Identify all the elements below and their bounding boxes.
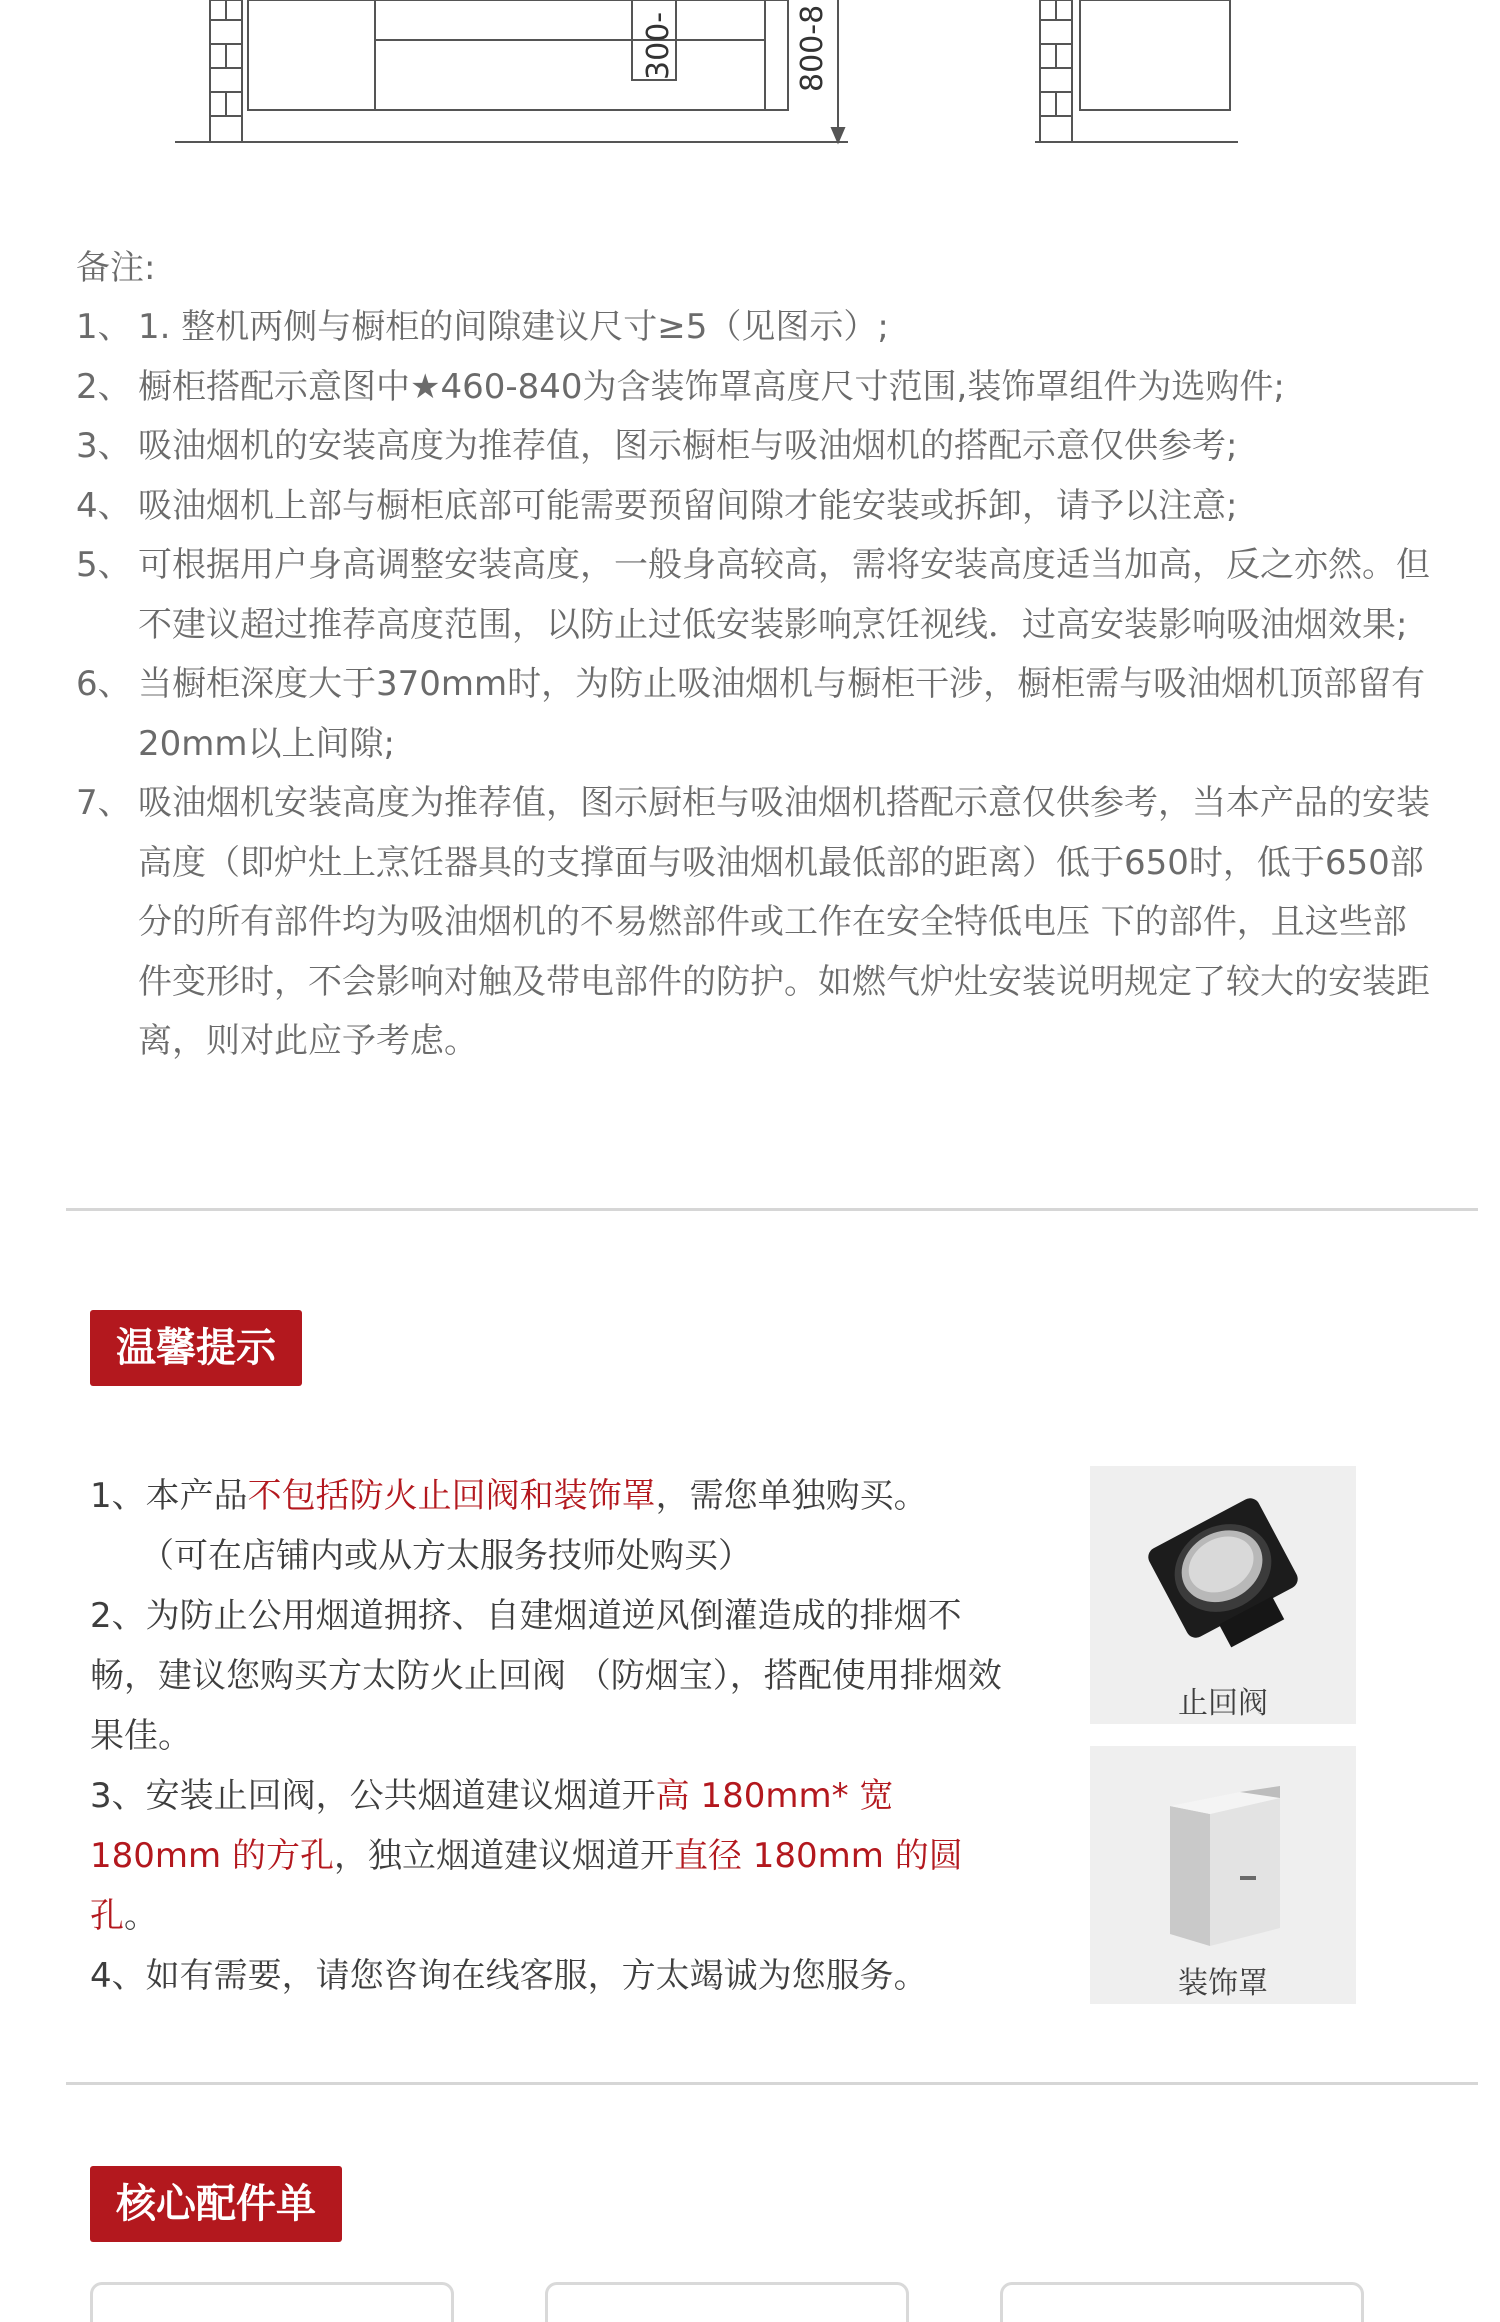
part-card[interactable] — [1000, 2282, 1364, 2322]
product-card-decorative-cover[interactable] — [1090, 1746, 1356, 2004]
note-item — [76, 417, 1436, 477]
note-text: 吸油烟机的安装高度为推荐值，图示橱柜与吸油烟机的搭配示意仅供参考; — [138, 426, 1238, 466]
note-number: 4、 — [76, 485, 132, 526]
part-card[interactable] — [545, 2282, 909, 2322]
note-number: 5、 — [76, 545, 132, 585]
note-number: 7、 — [76, 783, 132, 823]
tip-2: 2、为防止公用烟道拥挤、自建烟道逆风倒灌造成的排烟不畅，建议您购买方太防火止回阀 （防烟宝），搭配使用排烟效果佳。 — [90, 1596, 1002, 1756]
note-number: 3、 — [76, 426, 132, 466]
note-text: 可根据用户身高调整安装高度，一般身高较高，需将安装高度适当加高，反之亦然。但不建议超过推荐高度范围，以防止过低安装影响烹饪视线．过高安装影响吸油烟效果; — [138, 545, 1430, 645]
section-divider — [66, 2082, 1478, 2085]
note-number: 1、 — [76, 307, 132, 347]
tip-1 — [90, 1466, 1010, 1586]
dimension-label-300: 300- — [641, 11, 676, 80]
note-number: 2、 — [76, 366, 132, 407]
tip-3-highlight-round: 直径 180mm 的圆孔 — [90, 1836, 963, 1936]
tip-3 — [90, 1766, 1010, 1946]
notes-title: 备注: — [76, 248, 156, 288]
tip-1-text: 1、本产品 — [90, 1476, 248, 1516]
parts-heading: 核心配件单 — [90, 2166, 342, 2242]
product-label-check-valve: 止回阀 — [1178, 1686, 1268, 1721]
note-text: 当橱柜深度大于370mm时，为防止吸油烟机与橱柜干涉，橱柜需与吸油烟机顶部留有20mm以上间隙; — [138, 664, 1426, 764]
tip-3-text-mid: ，独立烟道建议烟道开 — [333, 1836, 674, 1876]
note-text: 吸油烟机上部与橱柜底部可能需要预留间隙才能安装或拆卸，请予以注意; — [138, 485, 1238, 526]
tip-3-highlight-square: 高 180mm* 宽 180mm 的方孔 — [90, 1776, 894, 1876]
note-text: 橱柜搭配示意图中★460-840为含装饰罩高度尺寸范围,装饰罩组件为选购件; — [138, 366, 1285, 407]
note-text: 吸油烟机安装高度为推荐值，图示厨柜与吸油烟机搭配示意仅供参考，当本产品的安装高度（即炉灶上烹饪器具的支撑面与吸油烟机最低部的距离）低于650时，低于650部分的所有部件均为吸油烟机的不易燃部件或工作在安全特低电压 下的部件，且这些部件变形时，不会影响对触及带电部件的防护。如燃气炉灶安装说明规定了较大的安装距离，则对此应予考虑。 — [138, 783, 1430, 1061]
tip-3-text: 3、安装止回阀，公共烟道建议烟道开 — [90, 1776, 656, 1816]
tip-1-note: （可在店铺内或从方太服务技师处购买） — [140, 1536, 752, 1576]
part-card[interactable] — [90, 2282, 454, 2322]
dimension-label-800: 800-8 — [795, 4, 830, 92]
product-card-check-valve[interactable] — [1090, 1466, 1356, 1724]
note-item — [76, 774, 1436, 1072]
tip-1-text-end: ，需您单独购买。 — [655, 1476, 928, 1516]
note-number: 6、 — [76, 664, 132, 704]
note-text: 1. 整机两侧与橱柜的间隙建议尺寸≥5（见图示）; — [138, 307, 889, 347]
tips-heading: 温馨提示 — [90, 1310, 302, 1386]
product-label-decorative-cover: 装饰罩 — [1178, 1966, 1268, 2001]
check-valve-icon — [1090, 1476, 1356, 1676]
note-item — [76, 477, 1436, 537]
note-item — [76, 536, 1436, 655]
note-item — [76, 655, 1436, 774]
tip-1-highlight: 不包括防火止回阀和装饰罩 — [247, 1476, 656, 1516]
tip-3-text-end: 。 — [124, 1896, 158, 1936]
notes-section — [76, 238, 1436, 1072]
note-item — [76, 298, 1436, 358]
decorative-cover-icon — [1090, 1756, 1356, 1956]
tips-section — [90, 1466, 1010, 2006]
note-item — [76, 358, 1436, 418]
section-divider — [66, 1208, 1478, 1211]
installation-diagram — [0, 0, 1500, 160]
tip-4: 4、如有需要，请您咨询在线客服，方太竭诚为您服务。 — [90, 1956, 928, 1996]
